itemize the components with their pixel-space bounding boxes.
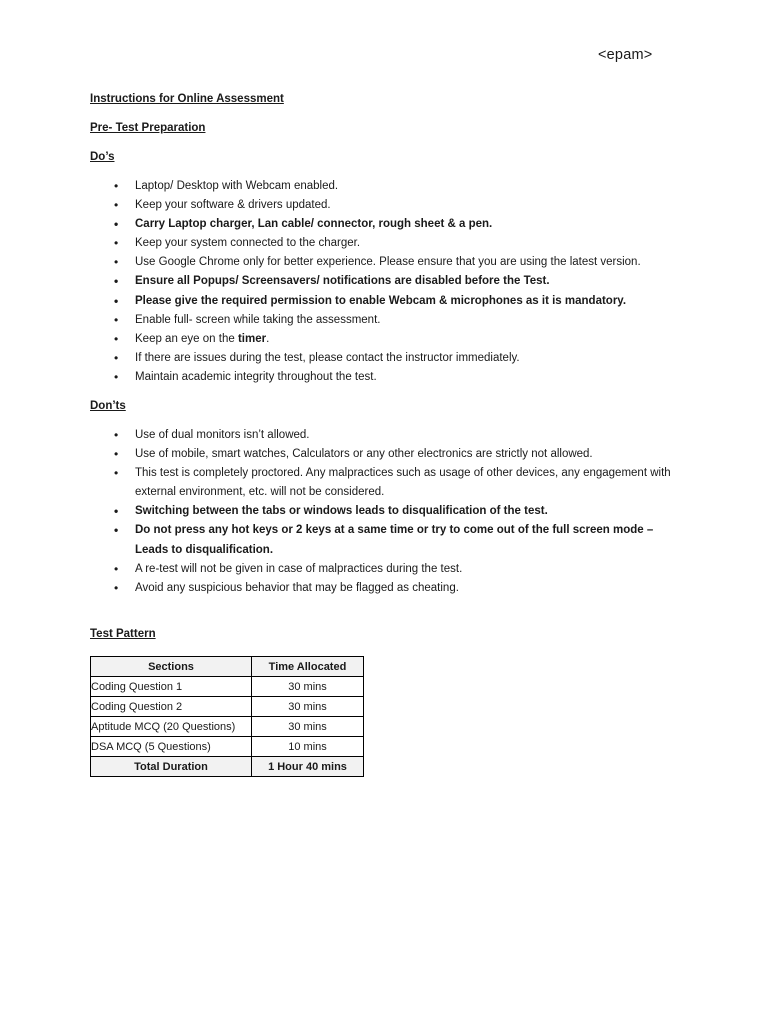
list-item: • A re-test will not be given in case of malpractices during the test. (0, 560, 768, 579)
list-item: • Keep your system connected to the charger. (0, 234, 768, 253)
pre-test-heading: Pre- Test Preparation (90, 122, 206, 134)
column-header-time: Time Allocated (252, 657, 364, 677)
list-item: • Laptop/ Desktop with Webcam enabled. (0, 177, 768, 196)
test-pattern-heading: Test Pattern (90, 628, 156, 640)
dos-heading: Do’s (90, 151, 115, 163)
time-cell: 30 mins (252, 717, 364, 737)
donts-list (0, 426, 768, 598)
section-cell: Coding Question 1 (91, 677, 252, 697)
list-item: • Enable full- screen while taking the assessment. (0, 311, 768, 330)
list-item: • This test is completely proctored. Any malpractices such as usage of other devices, any engagement with external environment, etc. will not be considered. (0, 464, 768, 502)
list-item: • Maintain academic integrity throughout the test. (0, 368, 768, 387)
table-row (91, 677, 364, 697)
list-item: • Keep your software & drivers updated. (0, 196, 768, 215)
column-header-sections: Sections (91, 657, 252, 677)
total-row (91, 757, 364, 777)
test-pattern-table (90, 656, 364, 777)
list-item-text: Keep an eye on the (135, 332, 238, 345)
epam-logo: <epam> (598, 47, 653, 63)
table-row (91, 697, 364, 717)
list-item: • Use of dual monitors isn’t allowed. (0, 426, 768, 445)
table-row (91, 737, 364, 757)
section-cell: Coding Question 2 (91, 697, 252, 717)
table-header-row (91, 657, 364, 677)
list-item: • Please give the required permission to enable Webcam & microphones as it is mandatory. (0, 292, 768, 311)
table-row (91, 717, 364, 737)
time-cell: 30 mins (252, 697, 364, 717)
section-cell: DSA MCQ (5 Questions) (91, 737, 252, 757)
total-value: 1 Hour 40 mins (252, 757, 364, 777)
list-item: • Switching between the tabs or windows leads to disqualification of the test. (0, 502, 768, 521)
list-item: • Ensure all Popups/ Screensavers/ notifications are disabled before the Test. (0, 272, 768, 291)
time-cell: 30 mins (252, 677, 364, 697)
page-title: Instructions for Online Assessment (90, 93, 284, 105)
list-item-text: . (266, 332, 270, 345)
list-item: • If there are issues during the test, please contact the instructor immediately. (0, 349, 768, 368)
list-item: • Use Google Chrome only for better experience. Please ensure that you are using the latest version. (0, 253, 768, 272)
list-item: • Do not press any hot keys or 2 keys at a same time or try to come out of the full screen mode – Leads to disqualification. (0, 521, 768, 559)
section-cell: Aptitude MCQ (20 Questions) (91, 717, 252, 737)
list-item: • Carry Laptop charger, Lan cable/ connector, rough sheet & a pen. (0, 215, 768, 234)
list-item: • Avoid any suspicious behavior that may be flagged as cheating. (0, 579, 768, 598)
timer-emphasis: timer (237, 332, 267, 345)
time-cell: 10 mins (252, 737, 364, 757)
list-item (0, 330, 768, 349)
total-label: Total Duration (91, 757, 252, 777)
dos-list (0, 177, 768, 387)
list-item: • Use of mobile, smart watches, Calculators or any other electronics are strictly not allowed. (0, 445, 768, 464)
donts-heading: Don’ts (90, 400, 126, 412)
